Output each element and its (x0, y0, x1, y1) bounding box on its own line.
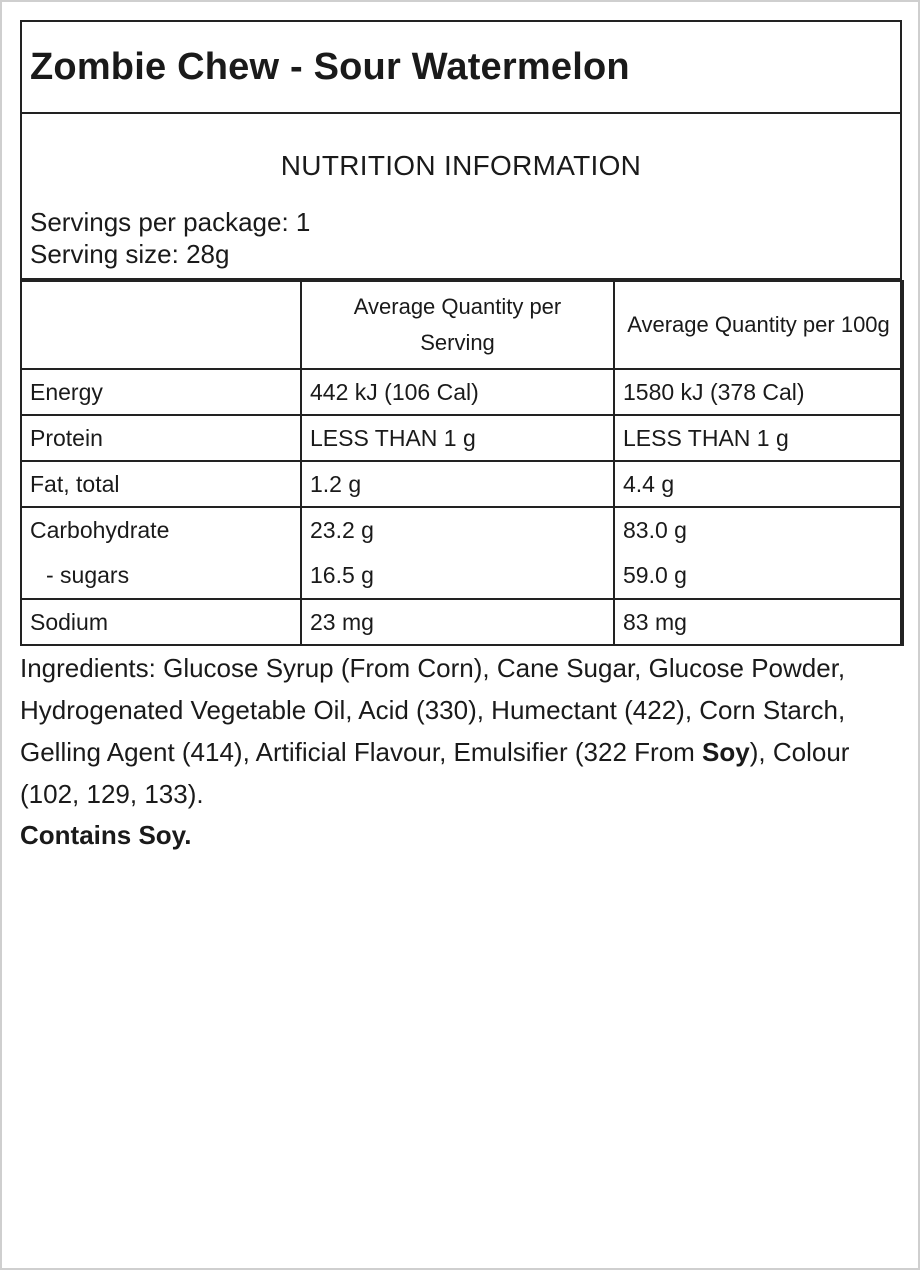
sodium-label: Sodium (21, 599, 301, 645)
table-row-protein (21, 415, 903, 461)
protein-per-100g: LESS THAN 1 g (614, 415, 903, 461)
carbohydrate-per-100g: 83.0 g (623, 517, 687, 543)
table-row-fat (21, 461, 903, 507)
sugars-per-serving: 16.5 g (310, 562, 374, 588)
table-header-row (21, 281, 903, 369)
servings-per-package: Servings per package: 1 (30, 207, 311, 237)
header-per-100g: Average Quantity per 100g (614, 281, 903, 369)
title-box (22, 22, 900, 114)
table-row-carbohydrate (21, 507, 903, 599)
energy-label: Energy (21, 369, 301, 415)
sodium-per-100g: 83 mg (614, 599, 903, 645)
ingredients-list-end: ), Colour (102, 129, 133). (20, 737, 850, 809)
serving-size: Serving size: 28g (30, 239, 230, 269)
carbohydrate-per-100g-cell (614, 507, 903, 599)
sugars-per-100g: 59.0 g (623, 562, 687, 588)
carbohydrate-per-serving-cell (301, 507, 614, 599)
energy-per-100g: 1580 kJ (378 Cal) (614, 369, 903, 415)
ingredients-list: Ingredients: Glucose Syrup (From Corn), Cane Sugar, Glucose Powder, Hydrogenated Vegetable Oil, Acid (330), Humectant (422), Corn Starch, Gelling Agent (414), Artificial Flavour, Emulsifier (322 From (20, 653, 846, 767)
nutrition-panel (20, 20, 902, 646)
protein-per-serving: LESS THAN 1 g (301, 415, 614, 461)
product-title: Zombie Chew - Sour Watermelon (30, 45, 630, 88)
nutrition-table (20, 280, 904, 646)
carbohydrate-per-serving: 23.2 g (310, 517, 374, 543)
protein-label: Protein (21, 415, 301, 461)
header-blank-cell (21, 281, 301, 369)
sugars-label: - sugars (46, 562, 130, 588)
header-per-serving: Average Quantity per Serving (301, 281, 614, 369)
allergen-statement: Contains Soy. (20, 820, 192, 850)
carbohydrate-label: Carbohydrate (30, 517, 170, 543)
sodium-per-serving: 23 mg (301, 599, 614, 645)
nutrition-heading: NUTRITION INFORMATION (280, 150, 642, 181)
fat-per-serving: 1.2 g (301, 461, 614, 507)
nutrition-info-box (22, 114, 900, 280)
energy-per-serving: 442 kJ (106 Cal) (301, 369, 614, 415)
table-row-energy (21, 369, 903, 415)
fat-label: Fat, total (21, 461, 301, 507)
carbohydrate-label-cell (21, 507, 301, 599)
fat-per-100g: 4.4 g (614, 461, 903, 507)
allergen-soy: Soy (702, 737, 750, 767)
ingredients-text (20, 647, 910, 815)
table-row-sodium (21, 599, 903, 645)
servings-block (30, 206, 310, 270)
